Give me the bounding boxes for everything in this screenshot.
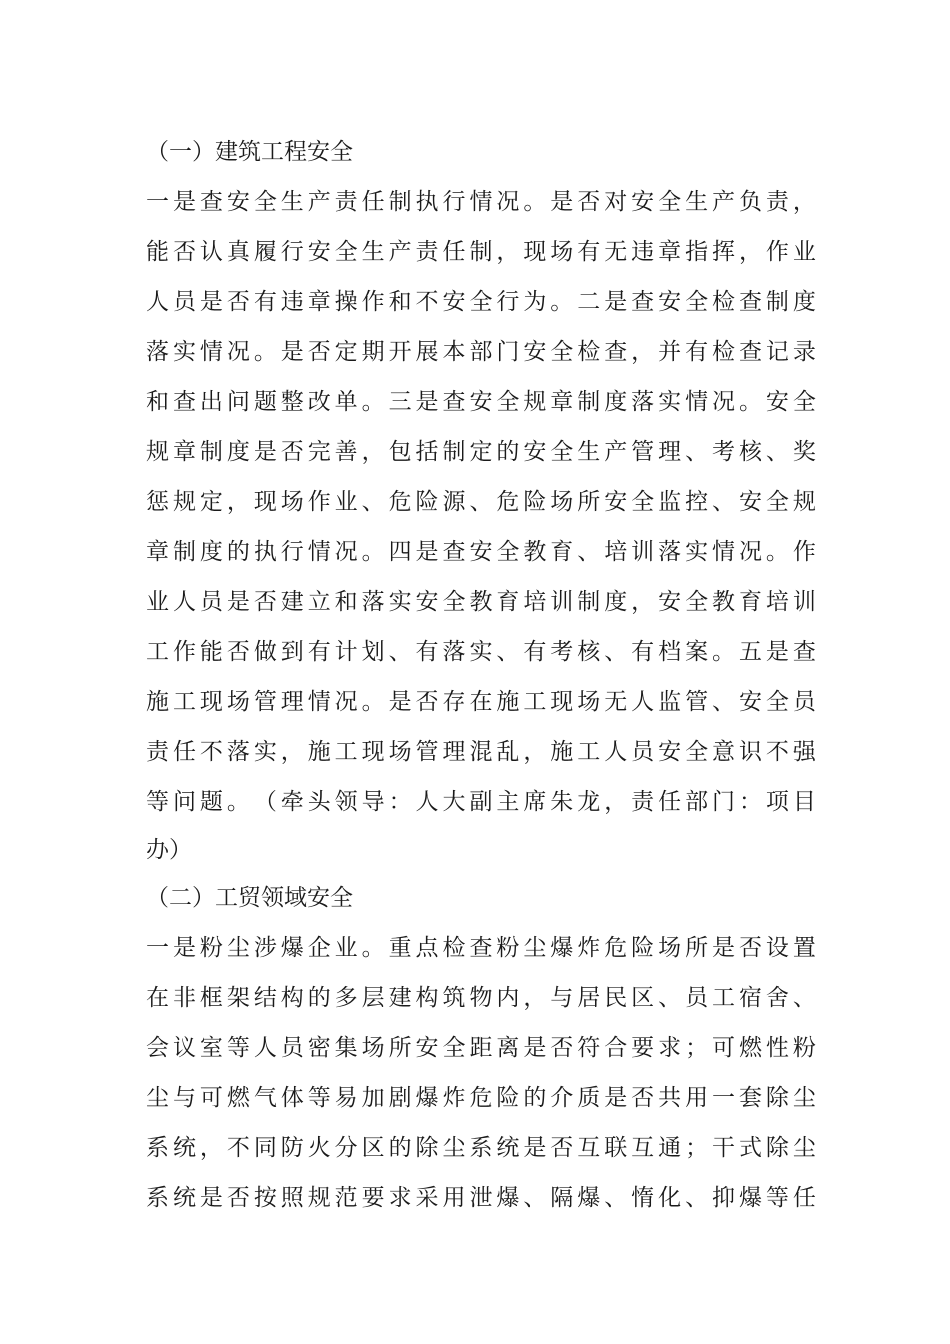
paragraph-line: 能 否 认 真 履 行 安 全 生 产 责 任 制 ， 现 场 有 无 违 章 指 挥 ， 作 业 <box>146 239 816 265</box>
paragraph-line: 一 是 粉 尘 涉 爆 企 业 。 重 点 检 查 粉 尘 爆 炸 危 险 场 所 是 否 设 置 <box>146 935 816 961</box>
paragraph-line: 章 制 度 的 执 行 情 况 。 四 是 查 安 全 教 育 、 培 训 落 实 情 况 。 作 <box>146 539 816 565</box>
paragraph-line: 尘 与 可 燃 气 体 等 易 加 剧 爆 炸 危 险 的 介 质 是 否 共 用 一 套 除 尘 <box>146 1085 816 1111</box>
paragraph-line: 系 统 是 否 按 照 规 范 要 求 采 用 泄 爆 、 隔 爆 、 惰 化 、 抑 爆 等 任 <box>146 1185 816 1211</box>
paragraph-line-last: 办） <box>146 837 192 863</box>
paragraph-line: 等 问 题 。 （ 牵 头 领 导 ： 人 大 副 主 席 朱 龙 ， 责 任 部 门 ： 项 目 <box>146 789 816 815</box>
paragraph-line: 人 员 是 否 有 违 章 操 作 和 不 安 全 行 为 。 二 是 查 安 全 检 查 制 度 <box>146 289 816 315</box>
section-heading-1: （一）建筑工程安全 <box>146 139 353 165</box>
paragraph-line: 施 工 现 场 管 理 情 况 。 是 否 存 在 施 工 现 场 无 人 监 管 、 安 全 员 <box>146 689 816 715</box>
paragraph-line: 和 查 出 问 题 整 改 单 。 三 是 查 安 全 规 章 制 度 落 实 情 况 。 安 全 <box>146 389 816 415</box>
paragraph-line: 惩 规 定 ， 现 场 作 业 、 危 险 源 、 危 险 场 所 安 全 监 控 、 安 全 规 <box>146 489 816 515</box>
paragraph-line: 会 议 室 等 人 员 密 集 场 所 安 全 距 离 是 否 符 合 要 求 ； 可 燃 性 粉 <box>146 1035 816 1061</box>
paragraph-line: 落 实 情 况 。 是 否 定 期 开 展 本 部 门 安 全 检 查 ， 并 有 检 查 记 录 <box>146 339 816 365</box>
paragraph-line: 规 章 制 度 是 否 完 善 ， 包 括 制 定 的 安 全 生 产 管 理 、 考 核 、 奖 <box>146 439 816 465</box>
paragraph-line: 系 统 ， 不 同 防 火 分 区 的 除 尘 系 统 是 否 互 联 互 通 ； 干 式 除 尘 <box>146 1135 816 1161</box>
section-heading-2: （二）工贸领域安全 <box>146 885 353 911</box>
paragraph-line: 业 人 员 是 否 建 立 和 落 实 安 全 教 育 培 训 制 度 ， 安 全 教 育 培 训 <box>146 589 816 615</box>
paragraph-line: 一 是 查 安 全 生 产 责 任 制 执 行 情 况 。 是 否 对 安 全 生 产 负 责 ， <box>146 189 816 215</box>
paragraph-line: 工 作 能 否 做 到 有 计 划 、 有 落 实 、 有 考 核 、 有 档 案 。 五 是 查 <box>146 639 816 665</box>
paragraph-line: 责 任 不 落 实 ， 施 工 现 场 管 理 混 乱 ， 施 工 人 员 安 全 意 识 不 强 <box>146 739 816 765</box>
paragraph-line: 在 非 框 架 结 构 的 多 层 建 构 筑 物 内 ， 与 居 民 区 、 员 工 宿 舍 、 <box>146 985 816 1011</box>
